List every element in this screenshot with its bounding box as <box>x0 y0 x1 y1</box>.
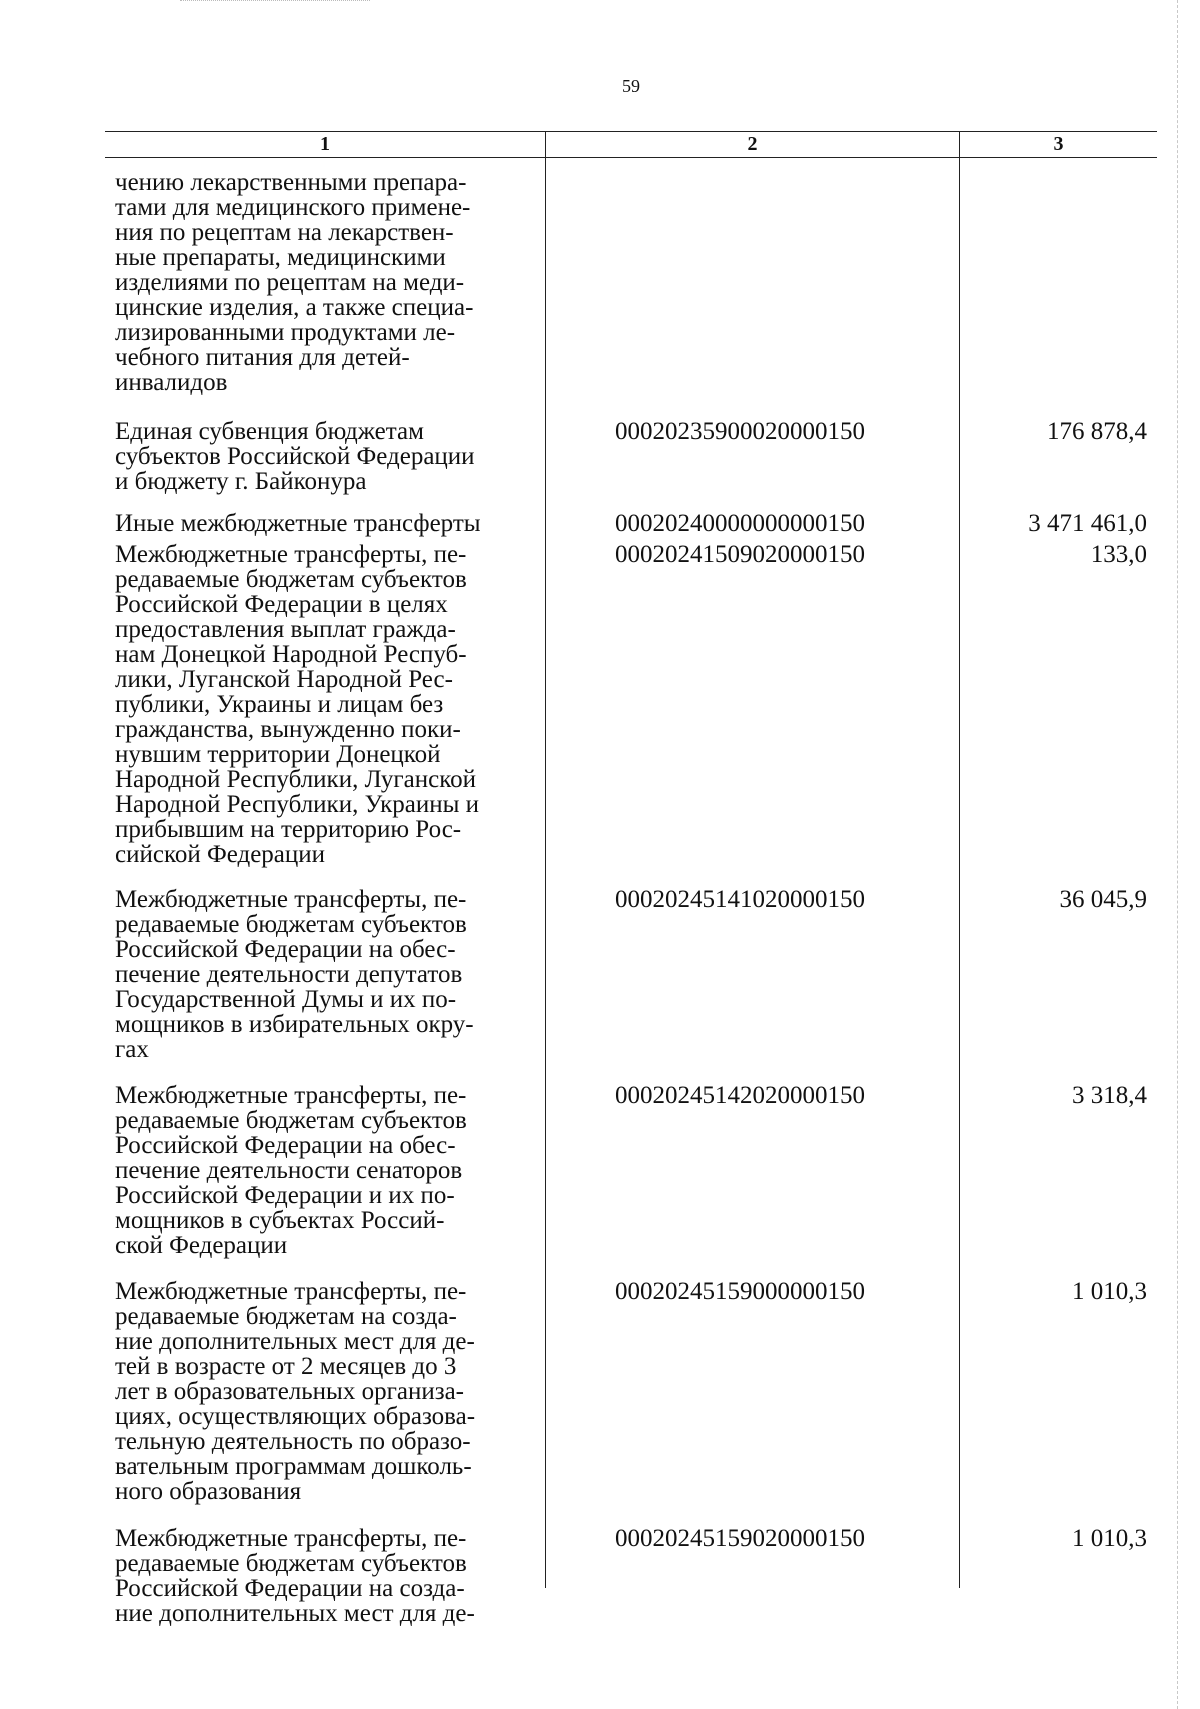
row-description <box>105 887 545 1062</box>
description-line: цинские изделия, а также специа- <box>115 294 474 321</box>
scan-artifact-top <box>180 0 370 1</box>
row-description <box>105 170 545 395</box>
description-line: редаваемые бюджетам субъектов <box>115 911 467 938</box>
description-line: нувшим территории Донецкой <box>115 741 441 768</box>
row-code <box>545 170 959 395</box>
column-divider-2 <box>959 158 960 1588</box>
column-header-3: 3 <box>959 132 1157 157</box>
row-amount: 176 878,4 <box>1047 418 1147 445</box>
row-code: 00020235900020000150 <box>615 418 865 445</box>
description-line: Межбюджетные трансферты, пе- <box>115 1278 467 1305</box>
row-code: 00020245159000000150 <box>615 1278 865 1305</box>
description-line: предоставления выплат гражда- <box>115 616 456 643</box>
description-line: редаваемые бюджетам субъектов <box>115 1107 467 1134</box>
row-description <box>105 542 545 867</box>
description-line: Российской Федерации на созда- <box>115 1575 465 1602</box>
description-line: лет в образовательных организа- <box>115 1378 464 1405</box>
row-code: 00020245159020000150 <box>615 1525 865 1552</box>
description-line: Межбюджетные трансферты, пе- <box>115 541 467 568</box>
row-description <box>105 1279 545 1504</box>
row-description <box>105 1526 545 1626</box>
description-line: Межбюджетные трансферты, пе- <box>115 1082 467 1109</box>
row-amount: 1 010,3 <box>1072 1278 1147 1305</box>
description-line: ного образования <box>115 1478 302 1505</box>
description-line: лики, Луганской Народной Рес- <box>115 666 453 693</box>
description-line: тельную деятельность по образо- <box>115 1428 471 1455</box>
row-amount <box>959 170 1157 395</box>
description-line: печение деятельности депутатов <box>115 961 463 988</box>
description-line: Народной Республики, Украины и <box>115 791 480 818</box>
description-line: Межбюджетные трансферты, пе- <box>115 886 467 913</box>
row-amount: 133,0 <box>1090 541 1147 568</box>
page-number: 59 <box>622 76 640 96</box>
description-line: Межбюджетные трансферты, пе- <box>115 1525 467 1552</box>
description-line: Российской Федерации на обес- <box>115 936 456 963</box>
description-line: печение деятельности сенаторов <box>115 1157 463 1184</box>
table-body <box>105 158 1157 1626</box>
description-line: мощников в избирательных окру- <box>115 1011 474 1038</box>
description-line: ные препараты, медицинскими <box>115 244 446 271</box>
description-line: тами для медицинского примене- <box>115 194 471 221</box>
description-line: редаваемые бюджетам на созда- <box>115 1303 457 1330</box>
description-line: Народной Республики, Луганской <box>115 766 476 793</box>
description-line: циях, осуществляющих образова- <box>115 1403 476 1430</box>
row-code: 00020245141020000150 <box>615 886 865 913</box>
description-line: чению лекарственными препара- <box>115 169 467 196</box>
description-line: Государственной Думы и их по- <box>115 986 457 1013</box>
description-line: Иные межбюджетные трансферты <box>115 510 481 537</box>
description-line: гах <box>115 1036 149 1063</box>
description-line: инвалидов <box>115 369 228 396</box>
row-amount: 3 471 461,0 <box>1028 510 1147 537</box>
row-code: 00020245142020000150 <box>615 1082 865 1109</box>
description-line: прибывшим на территорию Рос- <box>115 816 462 843</box>
row-description <box>105 419 545 494</box>
description-line: лизированными продуктами ле- <box>115 319 456 346</box>
description-line: тей в возрасте от 2 месяцев до 3 <box>115 1353 457 1380</box>
budget-table <box>105 131 1157 1626</box>
description-line: ние дополнительных мест для де- <box>115 1600 475 1627</box>
row-amount: 3 318,4 <box>1072 1082 1147 1109</box>
description-line: ния по рецептам на лекарствен- <box>115 219 454 246</box>
row-code: 00020240000000000150 <box>615 510 865 537</box>
description-line: сийской Федерации <box>115 841 326 868</box>
description-line: Российской Федерации и их по- <box>115 1182 455 1209</box>
column-header-1: 1 <box>320 133 330 155</box>
description-line: Единая субвенция бюджетам <box>115 418 424 445</box>
column-divider-1 <box>545 158 546 1588</box>
row-amount: 1 010,3 <box>1072 1525 1147 1552</box>
description-line: и бюджету г. Байконура <box>115 468 367 495</box>
column-header-2: 2 <box>545 132 959 157</box>
description-line: Российской Федерации на обес- <box>115 1132 456 1159</box>
description-line: чебного питания для детей- <box>115 344 410 371</box>
description-line: публики, Украины и лицам без <box>115 691 444 718</box>
description-line: нам Донецкой Народной Респуб- <box>115 641 467 668</box>
description-line: редаваемые бюджетам субъектов <box>115 566 467 593</box>
row-description <box>105 511 545 536</box>
description-line: ние дополнительных мест для де- <box>115 1328 475 1355</box>
description-line: субъектов Российской Федерации <box>115 443 475 470</box>
description-line: мощников в субъектах Россий- <box>115 1207 445 1234</box>
description-line: Российской Федерации в целях <box>115 591 448 618</box>
scan-artifact-right-edge <box>1177 0 1178 1709</box>
row-amount: 36 045,9 <box>1059 886 1147 913</box>
description-line: изделиями по рецептам на меди- <box>115 269 465 296</box>
table-header-row <box>105 132 1157 158</box>
row-code: 00020241509020000150 <box>615 541 865 568</box>
description-line: редаваемые бюджетам субъектов <box>115 1550 467 1577</box>
description-line: вательным программам дошколь- <box>115 1453 472 1480</box>
row-description <box>105 1083 545 1258</box>
description-line: гражданства, вынужденно поки- <box>115 716 461 743</box>
description-line: ской Федерации <box>115 1232 288 1259</box>
